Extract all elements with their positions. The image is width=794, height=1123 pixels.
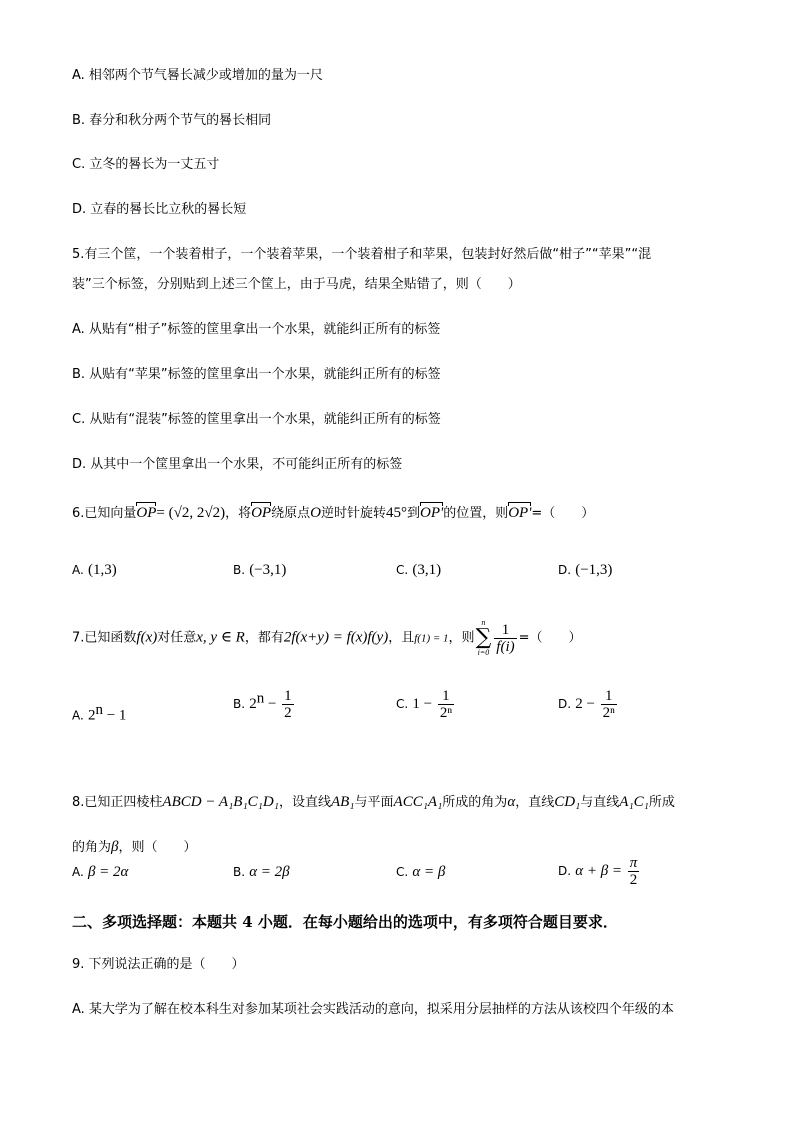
q7-sum-symbol: [476, 618, 492, 658]
q7-text-4: ，则: [448, 630, 475, 646]
q8-label-d: D.: [558, 864, 572, 878]
q7-f1: f(1) = 1: [414, 632, 449, 645]
q8-d-den: 2: [629, 872, 638, 888]
q7-label-c: C.: [396, 697, 409, 711]
q8-d-fraction: [628, 855, 640, 888]
q6-vector-opp: OP': [419, 505, 444, 521]
q7-b-lead: 2: [249, 696, 257, 712]
q8-option-a: [72, 862, 128, 883]
q8-text-1: ，设直线: [278, 795, 331, 810]
q6-label-a: A.: [72, 563, 84, 577]
q7-sum-denominator: f(i): [496, 638, 515, 655]
q7-sum-upper: n: [481, 618, 486, 627]
q4-option-d: D. 立春的晷长比立秋的晷长短: [72, 202, 247, 217]
q7-functional-eq: 2f(x+y) = f(x)f(y): [283, 629, 389, 646]
q6-text-4: 到: [406, 506, 420, 521]
q4-option-b: B. 春分和秋分两个节气的晷长相同: [72, 113, 272, 128]
q5-option-a: A. 从贴有“柑子”标签的筐里拿出一个水果，就能纠正所有的标签: [72, 322, 441, 337]
q6-value-b: (−3,1): [249, 562, 287, 578]
q7-d-num: 1: [601, 688, 617, 705]
q7-a-tail: − 1: [102, 707, 127, 724]
q8-prism: ABCD − A₁B₁C₁D₁: [162, 794, 279, 810]
q6-value-d: (−1,3): [575, 562, 613, 578]
q6-origin: O: [310, 505, 321, 521]
q6-label-b: B.: [233, 563, 246, 577]
q8-text-5: 与直线: [580, 795, 620, 810]
q7-sum-fraction: [494, 622, 516, 655]
q7-a-exp: n: [95, 702, 103, 718]
q7-c-lead: 1 −: [412, 696, 436, 712]
q7-label-d: D.: [558, 697, 572, 711]
q6-prefix: 6.已知向量: [72, 506, 137, 521]
q7-text-2: ，都有: [244, 630, 284, 646]
sigma-icon: ∑: [475, 625, 492, 650]
q7-fx: f(x): [136, 629, 158, 646]
q7-text-1: 对任意: [157, 630, 197, 646]
q8-text-4: ，直线: [515, 795, 555, 810]
q8-text-6: 所成: [648, 795, 675, 810]
q7-label-b: B.: [233, 697, 246, 711]
q7-vars: x, y ∈ R: [196, 629, 245, 646]
q6-vector-op-2: OP: [251, 505, 272, 521]
q6-vector-op: OP: [136, 505, 157, 521]
q5-option-c: C. 从贴有“混装”标签的筐里拿出一个水果，就能纠正所有的标签: [72, 412, 441, 427]
q8-option-c: [396, 862, 445, 883]
q6-op-value: = (√2, 2√2): [156, 505, 226, 521]
q8-prefix: 8.已知正四棱柱: [72, 795, 163, 810]
q5-stem-line2: 装”三个标签，分别贴到上述三个筐上，由于马虎，结果全贴错了，则（ ）: [72, 277, 521, 292]
q7-text-3: ，且: [388, 630, 415, 646]
q5-option-b: B. 从贴有“苹果”标签的筐里拿出一个水果，就能纠正所有的标签: [72, 367, 441, 382]
q8-option-b: [233, 862, 290, 883]
q7-c-fraction: [438, 688, 454, 721]
q8-label-c: C.: [396, 865, 409, 879]
q5-stem-line1: 5.有三个筐，一个装着柑子，一个装着苹果，一个装着柑子和苹果，包装封好然后做“柑子”“苹果”“混: [72, 247, 652, 262]
q7-tail: =（ ）: [518, 630, 582, 646]
q8-text-3: 所成的角为: [442, 795, 508, 810]
q6-label-c: C.: [396, 563, 409, 577]
q7-c-num: 1: [438, 688, 454, 705]
q6-value-a: (1,3): [87, 562, 117, 578]
q8-plane: ACC₁A₁: [393, 794, 443, 810]
q7-a-lead: 2: [87, 707, 96, 724]
q6-angle: 45°: [385, 505, 407, 521]
q7-b-minus: −: [264, 696, 281, 712]
q8-line2-b: ，则（ ）: [118, 840, 197, 855]
q7-b-fraction: [282, 688, 294, 721]
q7-b-num: 1: [284, 688, 292, 704]
q8-text-2: 与平面: [354, 795, 394, 810]
q8-d-lead: α + β =: [575, 863, 626, 879]
q8-line-a1c1: A₁C₁: [619, 794, 649, 810]
q6-option-d: [558, 560, 612, 581]
q6-option-c: [396, 560, 441, 581]
q6-tail: =（ ）: [531, 506, 595, 521]
q8-option-d: [558, 855, 641, 888]
q7-d-den: 2ⁿ: [602, 705, 615, 721]
q7-d-lead: 2 −: [575, 696, 599, 712]
section-heading-multiple-choice: 二、多项选择题：本题共 4 小题．在每小题给出的选项中，有多项符合题目要求．: [72, 913, 618, 931]
q8-stem-line1: [72, 792, 675, 813]
q8-value-a: β = 2α: [87, 864, 129, 880]
q7-option-d: [558, 688, 619, 721]
q7-option-b: [233, 688, 296, 721]
q7-sum-lower: i=0: [477, 648, 490, 657]
q8-beta: β: [111, 839, 119, 855]
q8-alpha: α: [507, 794, 516, 810]
q6-text-5: 的位置，则: [443, 506, 509, 521]
q8-value-c: α = β: [412, 864, 446, 880]
q7-sum-numerator: 1: [494, 622, 516, 639]
q7-prefix: 7.已知函数: [72, 630, 137, 646]
q6-option-b: [233, 560, 286, 581]
q7-label-a: A.: [72, 708, 84, 723]
q8-label-b: B.: [233, 865, 246, 879]
q9-option-a: A. 某大学为了解在校本科生对参加某项社会实践活动的意向，拟采用分层抽样的方法从该校四个年级的本: [72, 1002, 674, 1017]
q8-line2-a: 的角为: [72, 840, 112, 855]
q6-text-3: 逆时针旋转: [320, 506, 386, 521]
q7-b-den: 2: [284, 705, 292, 721]
q8-stem-line2: [72, 837, 197, 858]
q4-option-a: A. 相邻两个节气晷长减少或增加的量为一尺: [72, 68, 323, 83]
q7-b-exp: n: [256, 690, 265, 707]
q7-d-fraction: [601, 688, 617, 721]
q8-line-cd1: CD₁: [554, 794, 581, 810]
q5-option-d: D. 从其中一个筐里拿出一个水果，不可能纠正所有的标签: [72, 457, 403, 472]
q6-text-2: 绕原点: [271, 506, 311, 521]
q7-option-a: [72, 693, 126, 733]
q4-option-c: C. 立冬的晷长为一丈五寸: [72, 157, 220, 172]
q8-value-b: α = 2β: [249, 864, 290, 880]
q6-stem: [72, 503, 594, 524]
q8-d-num: π: [629, 855, 638, 871]
q6-text-1: ，将: [225, 506, 252, 521]
q6-option-a: [72, 560, 117, 581]
q7-stem: [72, 618, 582, 658]
q6-vector-opp-2: OP': [508, 505, 532, 521]
q9-stem: 9. 下列说法正确的是（ ）: [72, 957, 245, 972]
q6-label-d: D.: [558, 563, 572, 577]
q8-line-ab1: AB₁: [330, 794, 355, 810]
q8-label-a: A.: [72, 865, 84, 879]
q7-option-c: [396, 688, 456, 721]
q7-c-den: 2ⁿ: [439, 705, 453, 721]
q6-value-c: (3,1): [412, 562, 442, 578]
